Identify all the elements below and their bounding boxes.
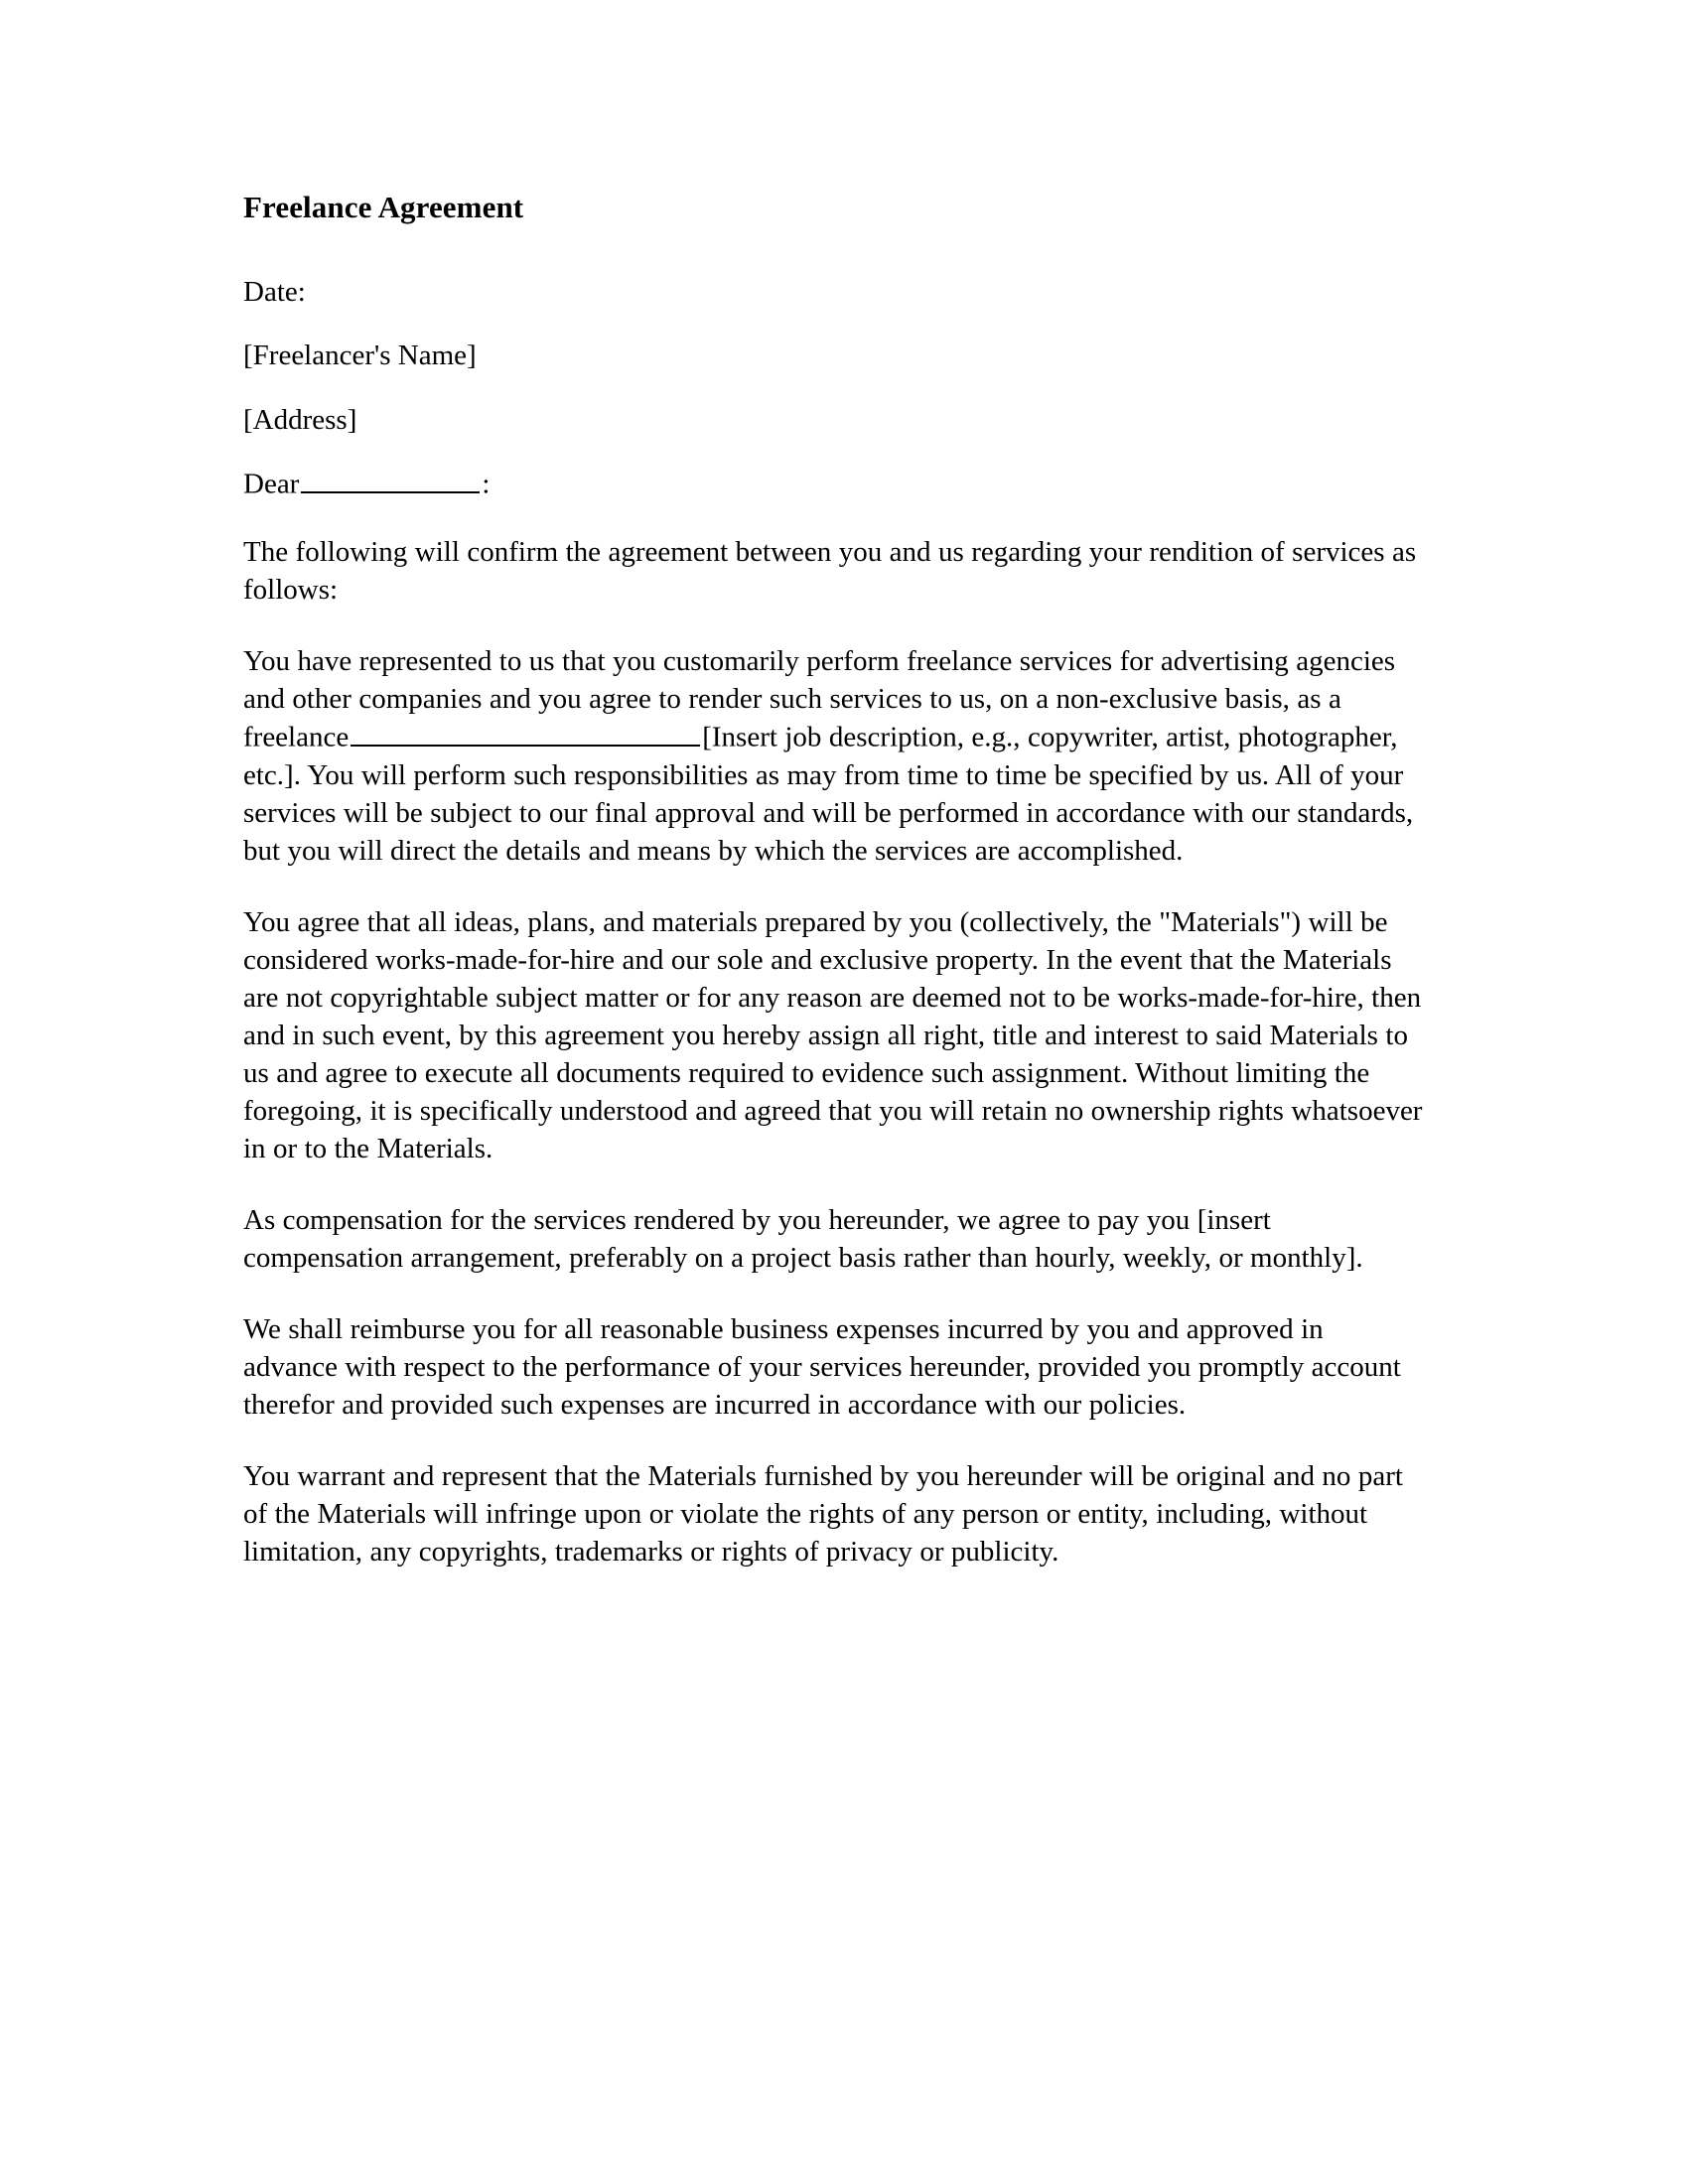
paragraph-warranty: You warrant and represent that the Materials furnished by you hereunder will be original and no part of the Materials will infringe upon or violate the rights of any person or entity, including, without limitation, any copyrights, trademarks or rights of privacy or publicity. bbox=[243, 1459, 1403, 1568]
salutation-suffix: : bbox=[482, 468, 491, 500]
paragraph-materials-ownership: You agree that all ideas, plans, and materials prepared by you (collectively, the "Materials") will be considered works-made-for-hire and our sole and exclusive property. In the event that the Materials are not copyrightable subject matter or for any reason are deemed not to be works-made-for-hire, then and in such event, by this agreement you hereby assign all right, title and interest to said Materials to us and agree to execute all documents required to evidence such assignment. Without limiting the foregoing, it is specifically understood and agreed that you will retain no ownership rights whatsoever in or to the Materials. bbox=[243, 905, 1423, 1164]
header-spacer-2 bbox=[243, 375, 1425, 401]
recipient-address: [Address] bbox=[243, 403, 357, 436]
header-spacer-1 bbox=[243, 311, 1425, 337]
paragraph-spacer-4 bbox=[243, 1277, 1425, 1310]
paragraph-spacer-3 bbox=[243, 1167, 1425, 1201]
paragraph-intro: The following will confirm the agreement between you and us regarding your rendition of services as follows: bbox=[243, 535, 1417, 606]
date-label: Date: bbox=[243, 276, 306, 309]
salutation-line bbox=[243, 465, 1425, 503]
page-title: Freelance Agreement bbox=[243, 190, 524, 224]
job-description-blank-field bbox=[351, 718, 700, 747]
header-spacer-3 bbox=[243, 439, 1425, 465]
document-body bbox=[243, 189, 1425, 1570]
paragraph-spacer-1 bbox=[243, 609, 1425, 642]
recipient-name: [Freelancer's Name] bbox=[243, 340, 477, 372]
paragraph-spacer-5 bbox=[243, 1424, 1425, 1457]
paragraph-expense-reimbursement: We shall reimburse you for all reasonable business expenses incurred by you and approved in advance with respect to the performance of your services hereunder, provided you promptly account therefor and provided such expenses are incurred in accordance with our policies. bbox=[243, 1312, 1401, 1421]
salutation-prefix: Dear bbox=[243, 468, 300, 500]
title-spacer bbox=[243, 225, 1425, 273]
paragraph-services-text-before-blank: You have represented to us that you customarily perform freelance services for advertising agencies and other companies and you agree to render such services to us, on a non-exclusive basis, as a freelance bbox=[243, 644, 1396, 753]
body-start-spacer bbox=[243, 503, 1425, 533]
paragraph-services bbox=[243, 642, 1425, 870]
salutation-blank-field bbox=[301, 465, 480, 493]
paragraph-services-text-after-blank: [Insert job description, e.g., copywriter, artist, photographer, etc.]. You will perform such responsibilities as may from time to time be specified by us. All of your services will be subject to our final approval and will be performed in accordance with our standards, but you will direct the details and means by which the services are accomplished. bbox=[243, 721, 1414, 867]
paragraph-compensation: As compensation for the services rendered by you hereunder, we agree to pay you [insert compensation arrangement, preferably on a project basis rather than hourly, weekly, or monthly]. bbox=[243, 1203, 1363, 1274]
paragraph-spacer-2 bbox=[243, 870, 1425, 903]
